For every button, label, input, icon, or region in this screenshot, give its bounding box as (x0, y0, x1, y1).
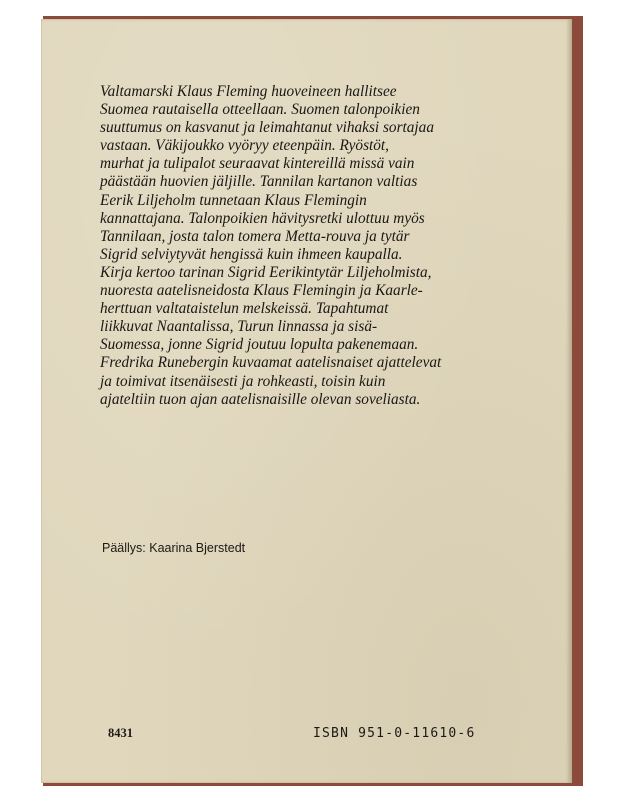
cover-credit: Päällys: Kaarina Bjerstedt (102, 541, 246, 555)
product-code: 8431 (108, 726, 133, 740)
blurb-text: Valtamarski Klaus Fleming huoveineen hallitsee Suomea rautaisella otteellaan. Suomen talonpoikien suuttumus on kasvanut ja leimahtanut vihaksi sortajaa vastaan. Väkijoukko vyöryy eteenpäin. Ryöstöt, murhat ja tulipalot seuraavat kintereillä missä vain päästään huovien jäljille. Tannilan kartanon valtias Eerik Liljeholm tunnetaan Klaus Flemingin kannattajana. Talonpoikien hävitysretki ulottuu myös Tannilaan, josta talon tomera Metta-rouva ja tytär Sigrid selviytyvät hengissä kuin ihmeen kaupalla. Kirja kertoo tarinan Sigrid Eerikintytär Liljeholmista, nuoresta aatelisneidosta Klaus Flemingin ja Kaarle- herttuan valtataistelun melskeissä. Tapahtumat liikkuvat Naantalissa, Turun linnassa ja sisä- Suomessa, jonne Sigrid joutuu lopulta pakenemaan. Fredrika Runebergin kuvaamat aatelisnaiset ajattelevat ja toimivat itsenäisesti ja rohkeasti, toisin kuin ajateltiin tuon ajan aatelisnaisille olevan soveliasta. (100, 83, 442, 408)
isbn-number: ISBN 951-0-11610-6 (313, 726, 476, 741)
spine-shade (566, 19, 572, 783)
